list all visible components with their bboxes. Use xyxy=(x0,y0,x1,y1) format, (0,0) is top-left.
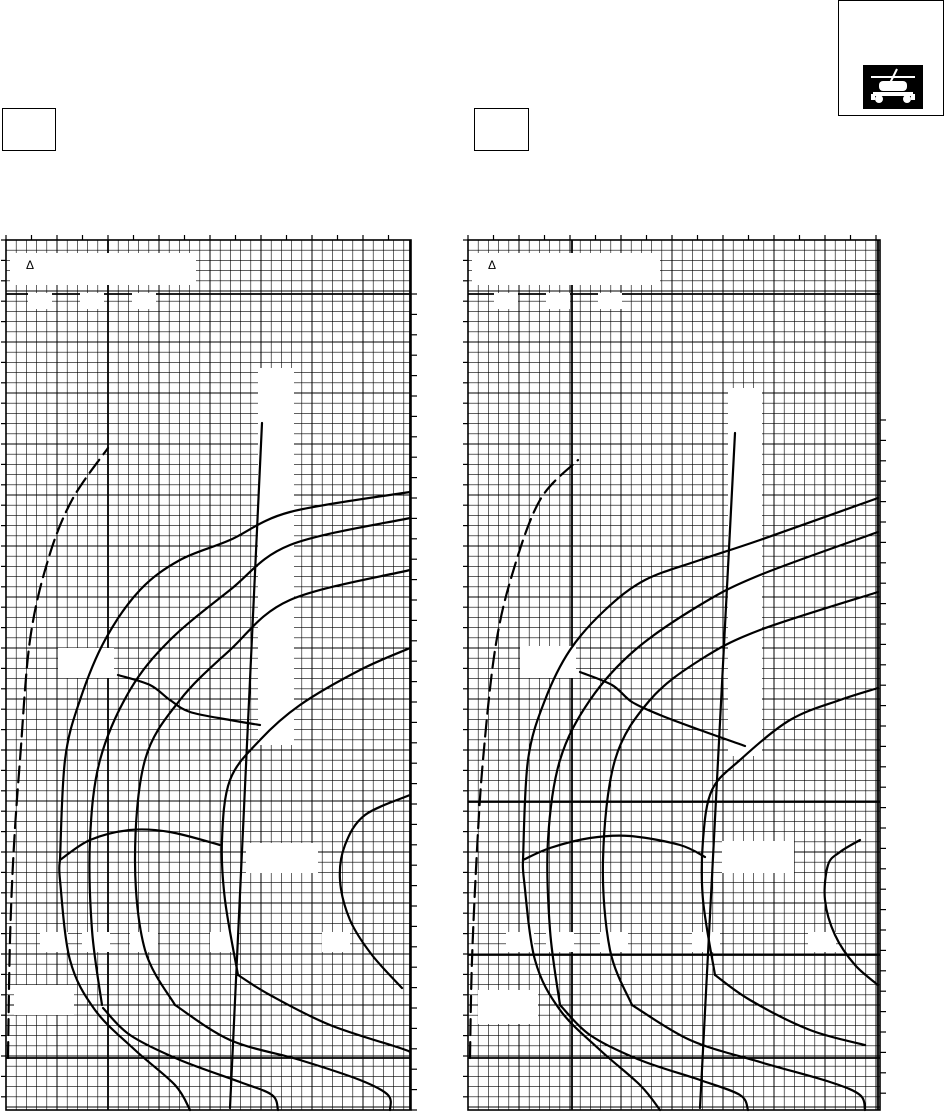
label-mask xyxy=(322,932,350,952)
label-mask xyxy=(28,293,52,309)
label-mask xyxy=(494,293,518,309)
curve-dashed xyxy=(470,460,578,1058)
label-mask xyxy=(258,368,294,745)
label-mask xyxy=(246,843,318,873)
label-mask xyxy=(598,293,622,309)
curve-solid xyxy=(60,829,220,860)
label-mask xyxy=(520,646,576,678)
curve-solid xyxy=(238,975,410,1052)
label-mask xyxy=(472,253,660,285)
curve-solid xyxy=(825,840,878,985)
label-mask xyxy=(132,293,156,309)
label-mask xyxy=(546,293,570,309)
label-mask xyxy=(600,932,628,952)
left-chart xyxy=(1,235,417,1110)
curve-solid xyxy=(523,836,705,860)
label-mask xyxy=(82,932,110,952)
curve-solid xyxy=(118,675,260,725)
right-chart xyxy=(463,235,886,1110)
legend-symbol: Δ xyxy=(26,258,35,272)
label-mask xyxy=(14,985,74,1015)
curve-solid xyxy=(715,975,865,1045)
legend-symbol: Δ xyxy=(488,258,497,272)
curve-dashed xyxy=(8,448,108,1058)
label-mask xyxy=(478,990,538,1024)
curve-solid xyxy=(103,1008,278,1110)
label-mask xyxy=(10,253,196,285)
label-mask xyxy=(728,388,762,756)
curve-solid xyxy=(59,860,190,1110)
label-mask xyxy=(40,932,68,952)
curve-solid xyxy=(340,795,410,988)
label-mask xyxy=(80,293,104,309)
curve-solid xyxy=(523,860,660,1110)
label-mask xyxy=(692,932,720,952)
label-mask xyxy=(722,841,794,873)
label-mask xyxy=(58,648,114,678)
label-mask xyxy=(808,932,836,952)
